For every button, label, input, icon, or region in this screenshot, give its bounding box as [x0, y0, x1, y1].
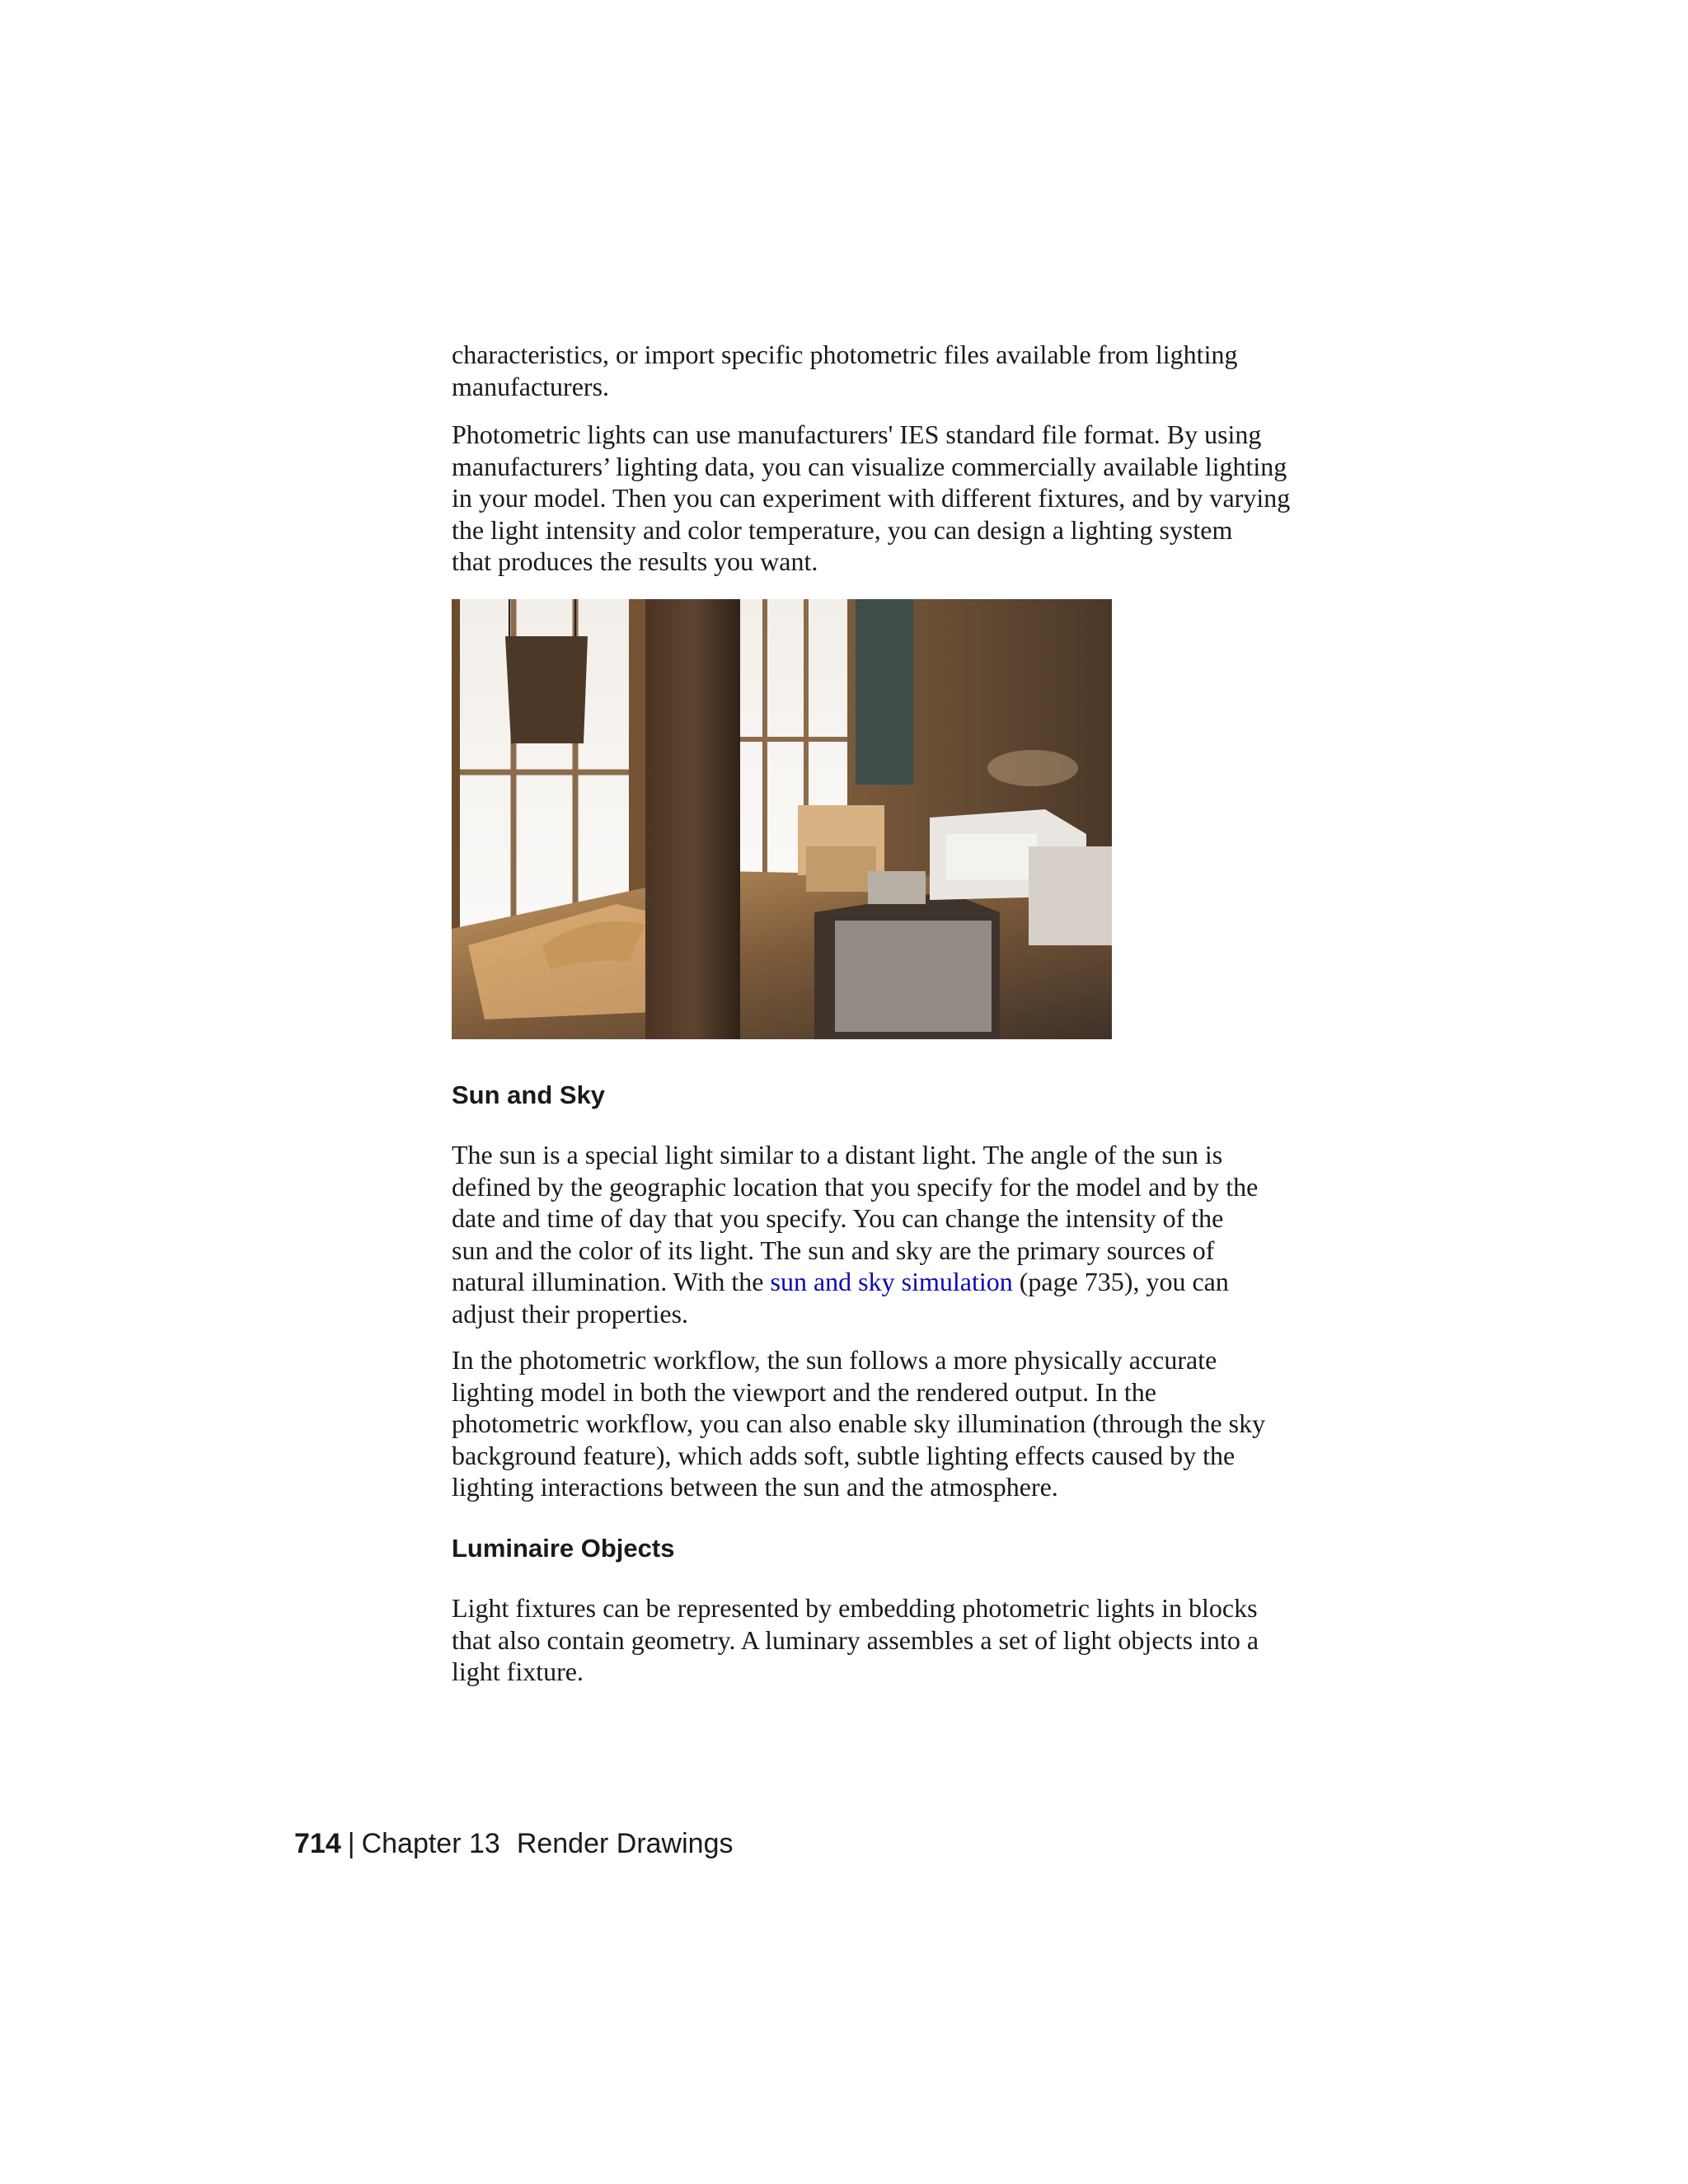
paragraph-sun-and-sky: [452, 1139, 1342, 1329]
paragraph-photometric-ies: Photometric lights can use manufacturers' IES standard file format. By using manufacturers’ lighting data, you can visualize commercially available lighting in your model. Then you can experiment with different fixtures, and by varying the light intensity and color temperature, you can design a lighting system that produces the results you want.: [452, 419, 1291, 576]
paragraph-photometric-workflow: In the photometric workflow, the sun follows a more physically accurate lighting model in both the viewport and the rendered output. In the photometric workflow, you can also enable sky illumination (through the sky background feature), which adds soft, subtle lighting effects caused by the lighting interactions between the sun and the atmosphere.: [452, 1345, 1266, 1502]
paragraph-luminaire-objects: Light fixtures can be represented by embedding photometric lights in blocks that also contain geometry. A luminary assembles a set of light objects into a light fixture.: [452, 1593, 1259, 1686]
footer-chapter: Chapter 13: [361, 1828, 500, 1859]
heading-sun-and-sky: Sun and Sky: [452, 1080, 606, 1109]
page-footer: [294, 1828, 733, 1860]
heading-luminaire-objects: Luminaire Objects: [452, 1534, 675, 1563]
rendered-interior-image: [452, 599, 1112, 1039]
sun-and-sky-simulation-link[interactable]: sun and sky simulation: [770, 1267, 1013, 1296]
footer-separator: |: [347, 1828, 355, 1859]
paragraph-sun-text-after-link: (page 735), you can adjust their properties.: [452, 1267, 1229, 1329]
page-number: 714: [294, 1828, 341, 1859]
paragraph-photometric-intro-continued: characteristics, or import specific photometric files available from lighting manufacturers.: [452, 340, 1238, 401]
paragraph-sun-text-before-link: The sun is a special light similar to a distant light. The angle of the sun is defined by the geographic location that you specify for the model and by the date and time of day that you specify. You can change the intensity of the sun and the color of its light. The sun and sky are the primary sources of natural illumination. With the: [452, 1140, 1259, 1296]
footer-chapter-title: Render Drawings: [516, 1828, 734, 1859]
